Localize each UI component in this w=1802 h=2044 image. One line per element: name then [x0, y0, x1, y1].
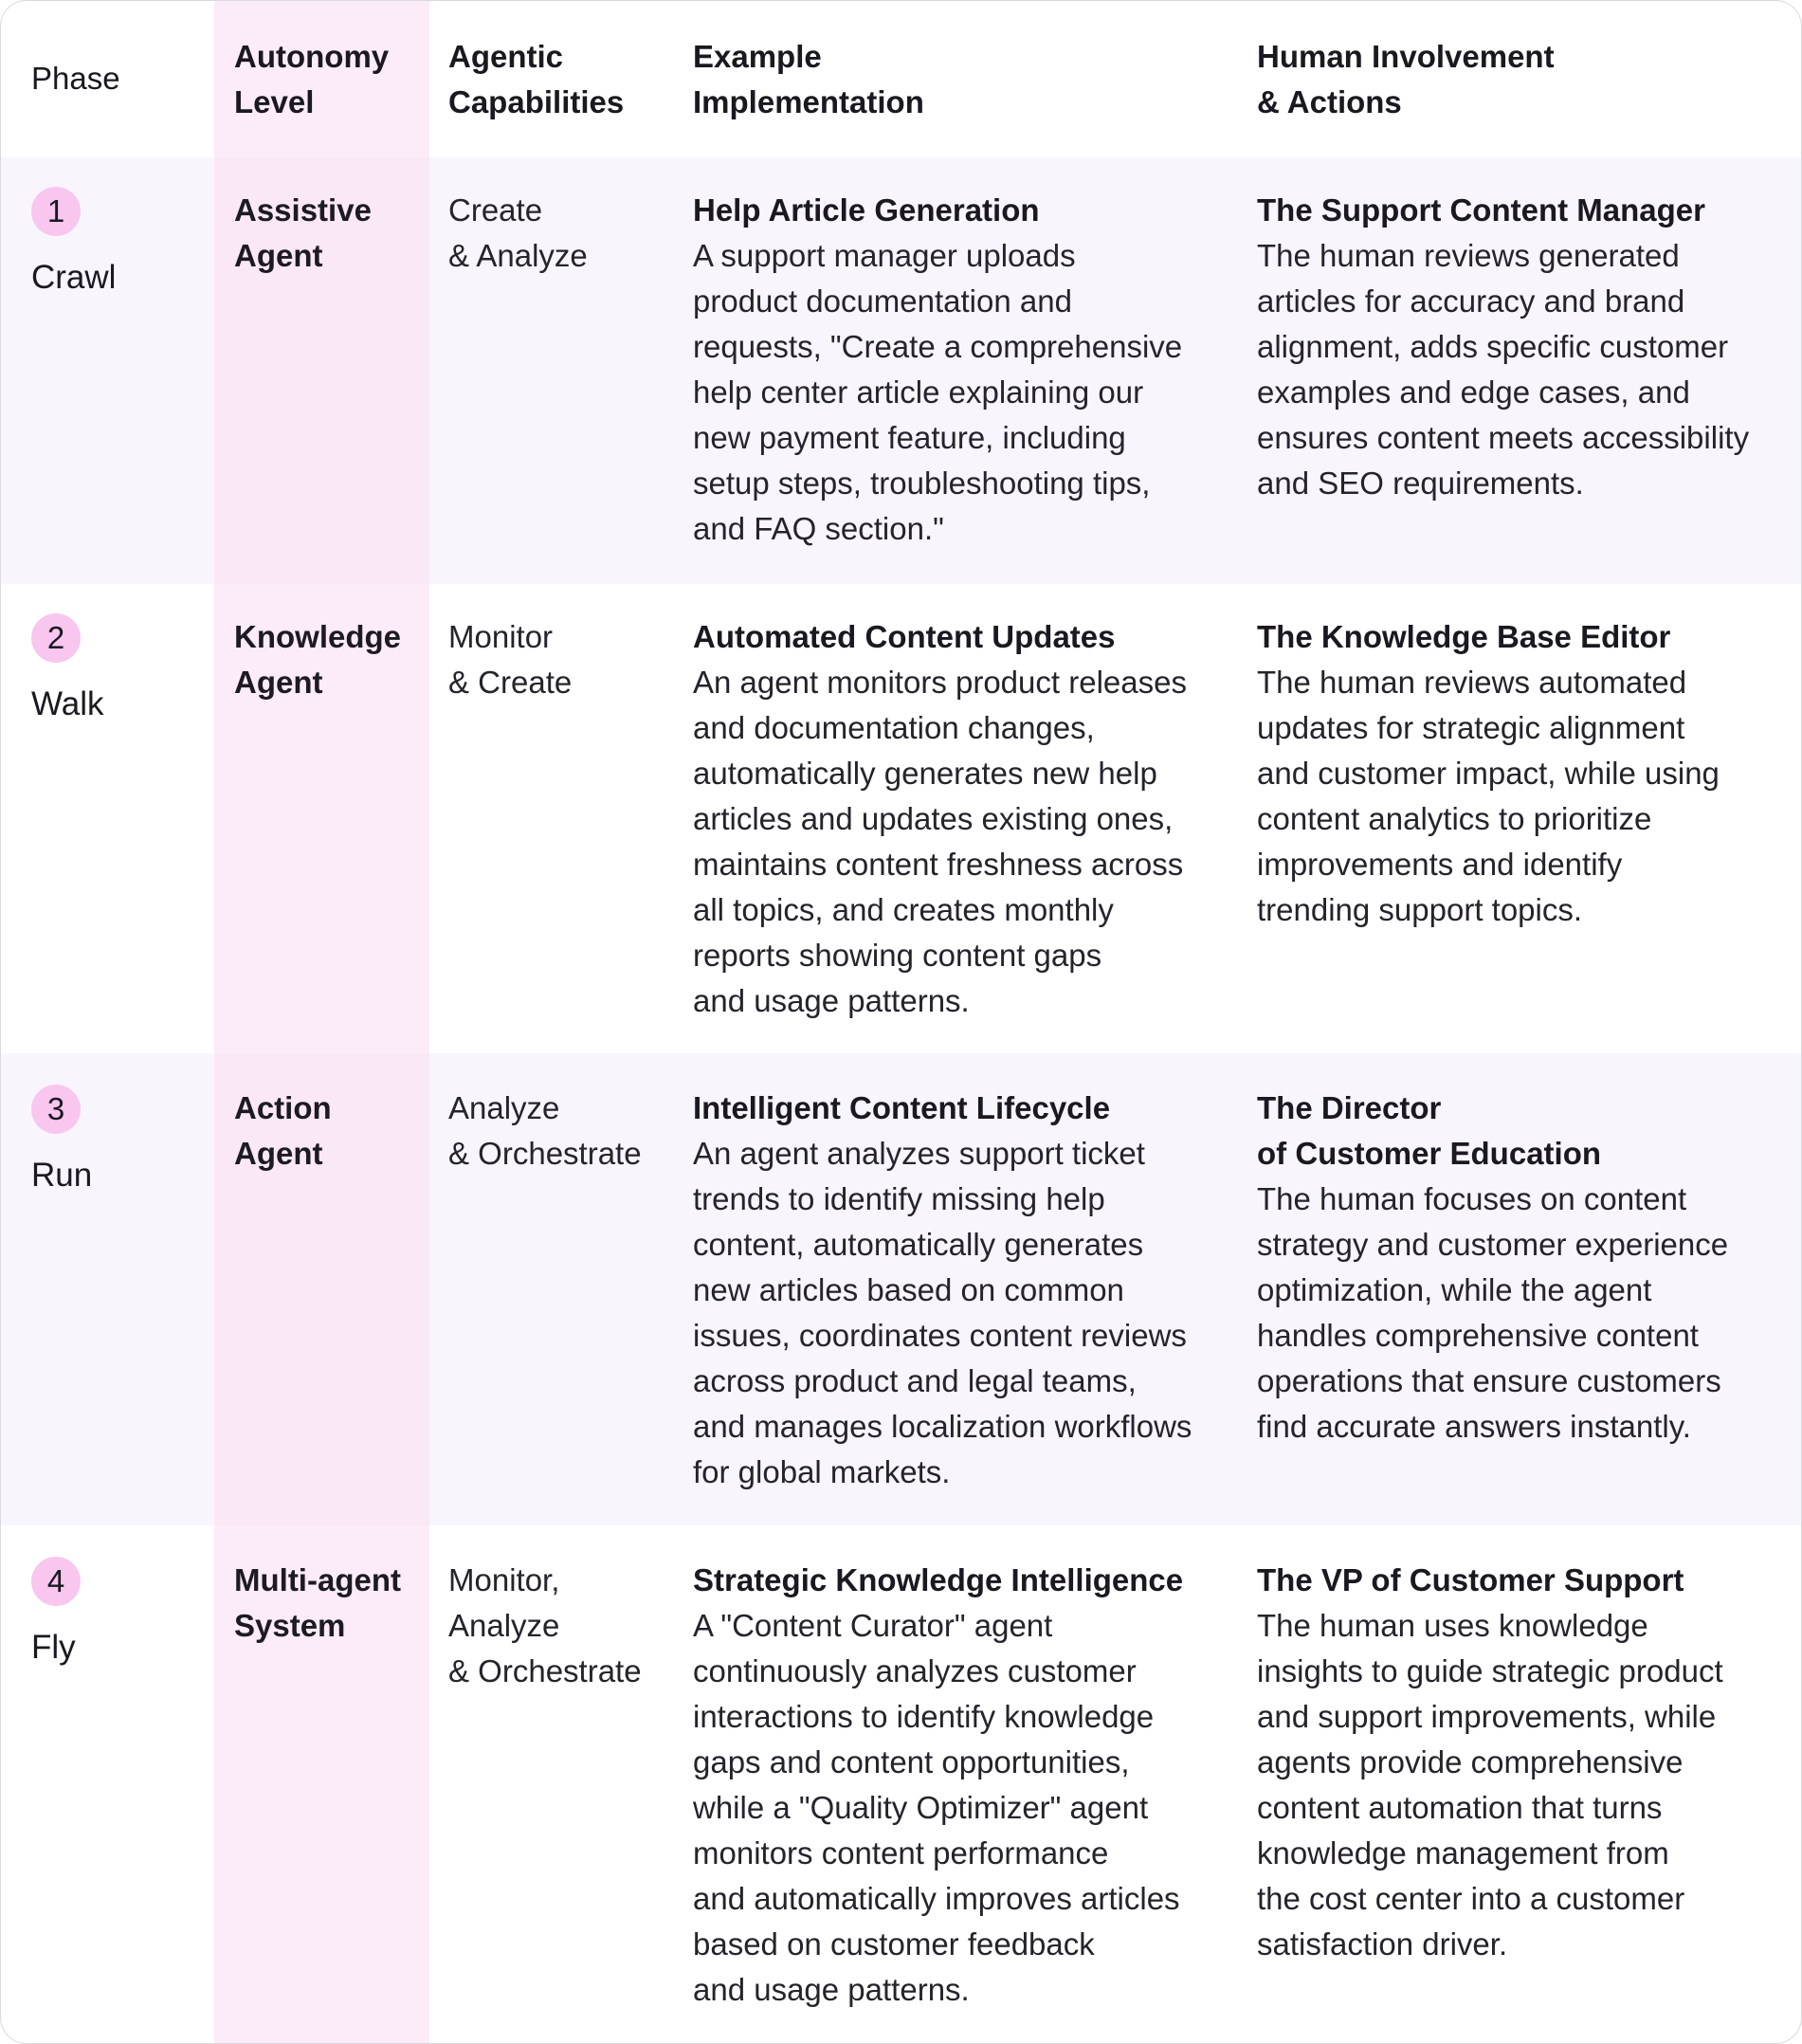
- example-line: new payment feature, including: [693, 420, 1126, 455]
- header-phase: Phase: [31, 61, 120, 96]
- header-agentic-capabilities: [448, 34, 624, 125]
- header-capabilities-line: Capabilities: [448, 84, 625, 119]
- header-human-line: Human Involvement: [1257, 39, 1555, 74]
- capability-line: & Analyze: [448, 238, 588, 273]
- example-line: A support manager uploads: [693, 238, 1076, 273]
- example-line: and documentation changes,: [693, 710, 1095, 745]
- example-line: An agent analyzes support ticket: [693, 1136, 1145, 1171]
- example-title: Help Article Generation: [693, 192, 1040, 228]
- example-line: and usage patterns.: [693, 983, 970, 1018]
- example-line: monitors content performance: [693, 1835, 1109, 1871]
- example-implementation: [693, 188, 1182, 552]
- phase-name: Fly: [31, 1629, 76, 1666]
- example-line: content, automatically generates: [693, 1227, 1144, 1262]
- example-implementation: [693, 1558, 1183, 2013]
- human-line: and support improvements, while: [1257, 1699, 1717, 1734]
- capability-line: Create: [448, 192, 543, 228]
- example-line: requests, "Create a comprehensive: [693, 329, 1183, 364]
- human-line: trending support topics.: [1257, 892, 1583, 927]
- human-line: and SEO requirements.: [1257, 465, 1584, 501]
- human-line: the cost center into a customer: [1257, 1881, 1685, 1916]
- example-line: all topics, and creates monthly: [693, 892, 1114, 927]
- human-line: updates for strategic alignment: [1257, 710, 1685, 745]
- autonomy-level: [234, 614, 401, 705]
- autonomy-level: [234, 1086, 332, 1177]
- example-line: while a "Quality Optimizer" agent: [693, 1790, 1149, 1825]
- human-line: The human reviews automated: [1257, 665, 1687, 700]
- autonomy-line: System: [234, 1608, 346, 1643]
- example-title: Automated Content Updates: [693, 619, 1116, 654]
- example-line: gaps and content opportunities,: [693, 1744, 1130, 1779]
- phase-name: Walk: [31, 685, 104, 722]
- example-title: Intelligent Content Lifecycle: [693, 1090, 1111, 1125]
- autonomy-line: Agent: [234, 1136, 323, 1171]
- header-example-implementation: [693, 34, 924, 125]
- example-line: and manages localization workflows: [693, 1409, 1192, 1444]
- header-human-involvement: [1257, 34, 1555, 125]
- human-line: find accurate answers instantly.: [1257, 1409, 1691, 1444]
- capability-line: & Create: [448, 665, 573, 700]
- example-line: continuously analyzes customer: [693, 1653, 1137, 1688]
- example-line: and usage patterns.: [693, 1972, 970, 2007]
- example-line: based on customer feedback: [693, 1926, 1095, 1962]
- header-autonomy-line: Autonomy: [234, 39, 390, 74]
- human-role-title: The Support Content Manager: [1257, 192, 1705, 228]
- human-line: knowledge management from: [1257, 1835, 1669, 1871]
- human-role-title: The VP of Customer Support: [1257, 1562, 1684, 1597]
- autonomy-line: Assistive: [234, 192, 372, 228]
- human-line: alignment, adds specific customer: [1257, 329, 1729, 364]
- capability-line: Analyze: [448, 1608, 560, 1643]
- human-line: improvements and identify: [1257, 847, 1623, 882]
- phase-name: Run: [31, 1157, 93, 1194]
- header-autonomy-line: Level: [234, 84, 315, 119]
- example-line: help center article explaining our: [693, 374, 1144, 410]
- example-implementation: [693, 1086, 1192, 1495]
- header-capabilities-line: Agentic: [448, 39, 564, 74]
- example-line: maintains content freshness across: [693, 847, 1184, 882]
- example-title: Strategic Knowledge Intelligence: [693, 1562, 1184, 1597]
- example-line: interactions to identify knowledge: [693, 1699, 1155, 1734]
- header-human-line: & Actions: [1257, 84, 1402, 119]
- human-line: operations that ensure customers: [1257, 1363, 1721, 1398]
- example-line: An agent monitors product releases: [693, 665, 1187, 700]
- header-example-line: Implementation: [693, 84, 924, 119]
- example-line: new articles based on common: [693, 1272, 1124, 1307]
- human-line: examples and edge cases, and: [1257, 374, 1690, 410]
- example-line: trends to identify missing help: [693, 1181, 1105, 1216]
- agentic-capabilities: [448, 188, 588, 279]
- example-line: automatically generates new help: [693, 756, 1157, 791]
- autonomy-line: Agent: [234, 665, 323, 700]
- human-line: content automation that turns: [1257, 1790, 1663, 1825]
- human-line: The human focuses on content: [1257, 1181, 1687, 1216]
- header-autonomy-level: [234, 34, 389, 125]
- capability-line: & Orchestrate: [448, 1653, 642, 1688]
- human-line: strategy and customer experience: [1257, 1227, 1729, 1262]
- human-role-title: The Knowledge Base Editor: [1257, 619, 1671, 654]
- example-line: and automatically improves articles: [693, 1881, 1180, 1916]
- example-line: A "Content Curator" agent: [693, 1608, 1053, 1643]
- human-involvement: [1257, 1558, 1723, 1967]
- autonomy-line: Agent: [234, 238, 323, 273]
- agentic-capabilities: [448, 1086, 642, 1177]
- example-line: setup steps, troubleshooting tips,: [693, 465, 1151, 501]
- human-line: optimization, while the agent: [1257, 1272, 1652, 1307]
- autonomy-line: Knowledge: [234, 619, 402, 654]
- agentic-capabilities: [448, 614, 572, 705]
- phase-number-badge: 4: [31, 1557, 81, 1606]
- human-role-title: of Customer Education: [1257, 1136, 1602, 1171]
- autonomy-line: Action: [234, 1090, 332, 1125]
- autonomy-level: [234, 1558, 401, 1649]
- example-line: and FAQ section.": [693, 511, 944, 546]
- human-line: ensures content meets accessibility: [1257, 420, 1750, 455]
- human-line: The human reviews generated: [1257, 238, 1680, 273]
- phase-number-badge: 2: [31, 613, 81, 663]
- example-line: for global markets.: [693, 1454, 951, 1489]
- phase-number-badge: 3: [31, 1085, 81, 1134]
- human-involvement: [1257, 188, 1749, 506]
- human-line: insights to guide strategic product: [1257, 1653, 1723, 1688]
- human-line: and customer impact, while using: [1257, 756, 1720, 791]
- human-role-title: The Director: [1257, 1090, 1442, 1125]
- capability-line: Monitor: [448, 619, 554, 654]
- capability-line: Analyze: [448, 1090, 560, 1125]
- human-line: articles for accuracy and brand: [1257, 283, 1685, 319]
- human-line: The human uses knowledge: [1257, 1608, 1648, 1643]
- example-line: articles and updates existing ones,: [693, 801, 1174, 836]
- example-line: issues, coordinates content reviews: [693, 1318, 1187, 1353]
- agentic-capabilities: [448, 1558, 642, 1694]
- capability-line: Monitor,: [448, 1562, 560, 1597]
- human-line: satisfaction driver.: [1257, 1926, 1508, 1962]
- human-line: handles comprehensive content: [1257, 1318, 1699, 1353]
- example-line: product documentation and: [693, 283, 1072, 319]
- header-example-line: Example: [693, 39, 822, 74]
- example-line: across product and legal teams,: [693, 1363, 1137, 1398]
- human-line: agents provide comprehensive: [1257, 1744, 1684, 1779]
- autonomy-line: Multi-agent: [234, 1562, 401, 1597]
- human-involvement: [1257, 614, 1720, 933]
- capability-line: & Orchestrate: [448, 1136, 642, 1171]
- autonomy-level: [234, 188, 372, 279]
- human-line: content analytics to prioritize: [1257, 801, 1652, 836]
- example-implementation: [693, 614, 1187, 1024]
- human-involvement: [1257, 1086, 1728, 1450]
- example-line: reports showing content gaps: [693, 938, 1102, 973]
- phase-name: Crawl: [31, 259, 117, 296]
- phase-number-badge: 1: [31, 187, 81, 236]
